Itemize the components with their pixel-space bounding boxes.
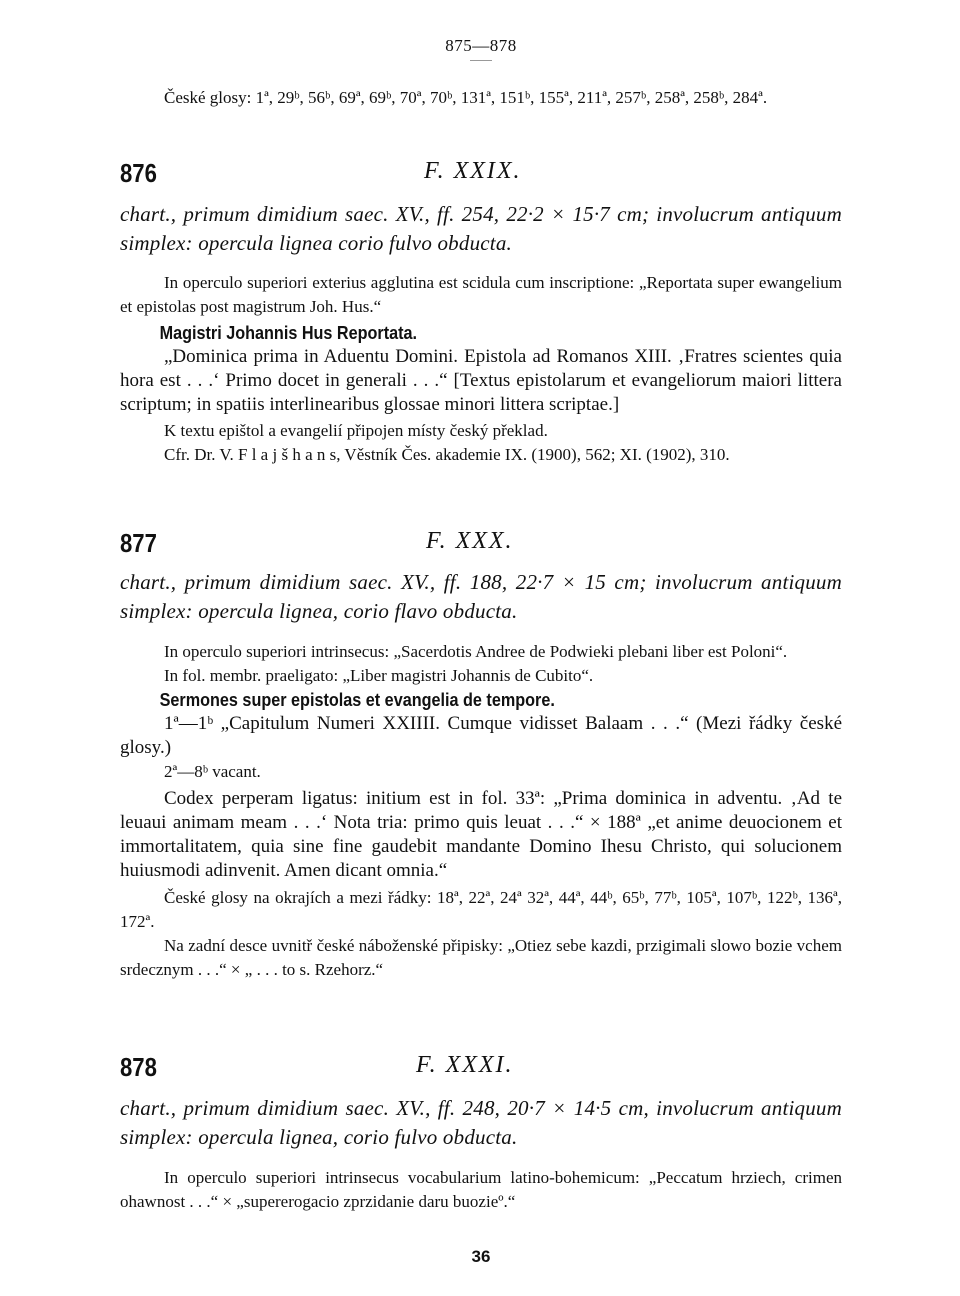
shelf-signature: F. XXX. [426,528,514,554]
binding-note: In operculo superiori exterius agglutina est scidula cum inscriptione: „Reportata super ewangelium et epistolas post magistrum Joh. Hus.“ [120,273,842,316]
work-title: Magistri Johannis Hus Reportata. [159,323,418,343]
bibliography-note: Cfr. Dr. V. F l a j š h a n s, Věstník Čes. akademie IX. (1900), 562; XI. (1902), 310. [164,445,730,464]
running-head: 875—878 [445,36,517,55]
glosses-note: České glosy na okrajích a mezi řádky: 18ª, 22ª, 24ª 32ª, 44ª, 44ᵇ, 65ᵇ, 77ᵇ, 105ª, 107ᵇ, 122ᵇ, 136ª, 172ª. [120,888,842,931]
codex-description: chart., primum dimidium saec. XV., ff. 254, 22·2 × 15·7 cm; involucrum antiquum simplex: opercula lignea corio fulvo obducta. [120,202,842,255]
entry-875-tail [120,86,842,110]
header-rule [470,60,492,61]
incipit-text: 1ª—1ᵇ „Capitulum Numeri XXIIII. Cumque vidisset Balaam . . .“ (Mezi řádky české glosy.) [120,713,842,758]
binding-order-note: Codex perperam ligatus: initium est in fol. 33ª: „Prima dominica in adventu. ‚Ad te leuaui animam meam . . .‘ Nota tria: primo quis leuat . . .“ × 188ª „et anime deuocionem et immortalitatem, quia sine fine gaudebit mandante Domino Ihesu Christo, qui solucionem huiusmodi adinvenit. Amen dicant omnia.“ [120,788,842,881]
ownership-note: In operculo superiori intrinsecus: „Sacerdotis Andree de Podwieki plebani liber est Poloni“. [164,642,788,661]
flyleaf-note: In fol. membr. praeligato: „Liber magistri Johannis de Cubito“. [164,666,594,685]
entry-877-heading [120,528,842,568]
codex-description: chart., primum dimidium saec. XV., ff. 248, 20·7 × 14·5 cm, involucrum antiquum simplex: opercula lignea, corio fulvo obducta. [120,1096,842,1149]
entry-876-heading [120,158,842,198]
translation-note: K textu epištol a evangelií připojen místy český překlad. [164,421,548,440]
entry-number: 878 [120,1052,157,1082]
entry-number: 877 [120,528,157,558]
incipit-text: „Dominica prima in Aduentu Domini. Epistola ad Romanos XIII. ‚Fratres scientes quia hora est . . .‘ Primo docet in generali . . .“ [Textus epistolarum et evangeliorum maiori littera scriptum; in spatiis interlinearibus glossae minori littera scriptae.] [120,346,842,415]
vocabulary-note: In operculo superiori intrinsecus vocabularium latino-bohemicum: „Peccatum hrziech, crimen ohawnost . . .“ × „supererogacio zprzidanie daru buozieº.“ [120,1168,842,1211]
entry-878-heading [120,1052,842,1092]
work-title: Sermones super epistolas et evangelia de tempore. [159,690,555,710]
codex-description: chart., primum dimidium saec. XV., ff. 188, 22·7 × 15 cm; involucrum antiquum simplex: opercula lignea, corio flavo obducta. [120,570,842,623]
entry-876-body [120,200,842,467]
entry-877-body [120,568,842,982]
back-cover-note: Na zadní desce uvnitř české náboženské připisky: „Otiez sebe kazdi, przigimali slowo bozie vchem srdecznym . . .“ × „ . . . to s. Rzehorz.“ [120,936,842,979]
shelf-signature: F. XXXI. [416,1052,514,1078]
page-number: 36 [471,1247,491,1266]
entry-875-glosy: České glosy: 1ª, 29ᵇ, 56ᵇ, 69ª, 69ᵇ, 70ª, 70ᵇ, 131ª, 151ᵇ, 155ª, 211ª, 257ᵇ, 258ª, 258ᵇ, 284ª. [164,88,768,107]
vacant-note: 2ª—8ᵇ vacant. [164,762,261,781]
shelf-signature: F. XXIX. [424,158,522,184]
entry-878-body [120,1094,842,1214]
entry-number: 876 [120,158,157,188]
